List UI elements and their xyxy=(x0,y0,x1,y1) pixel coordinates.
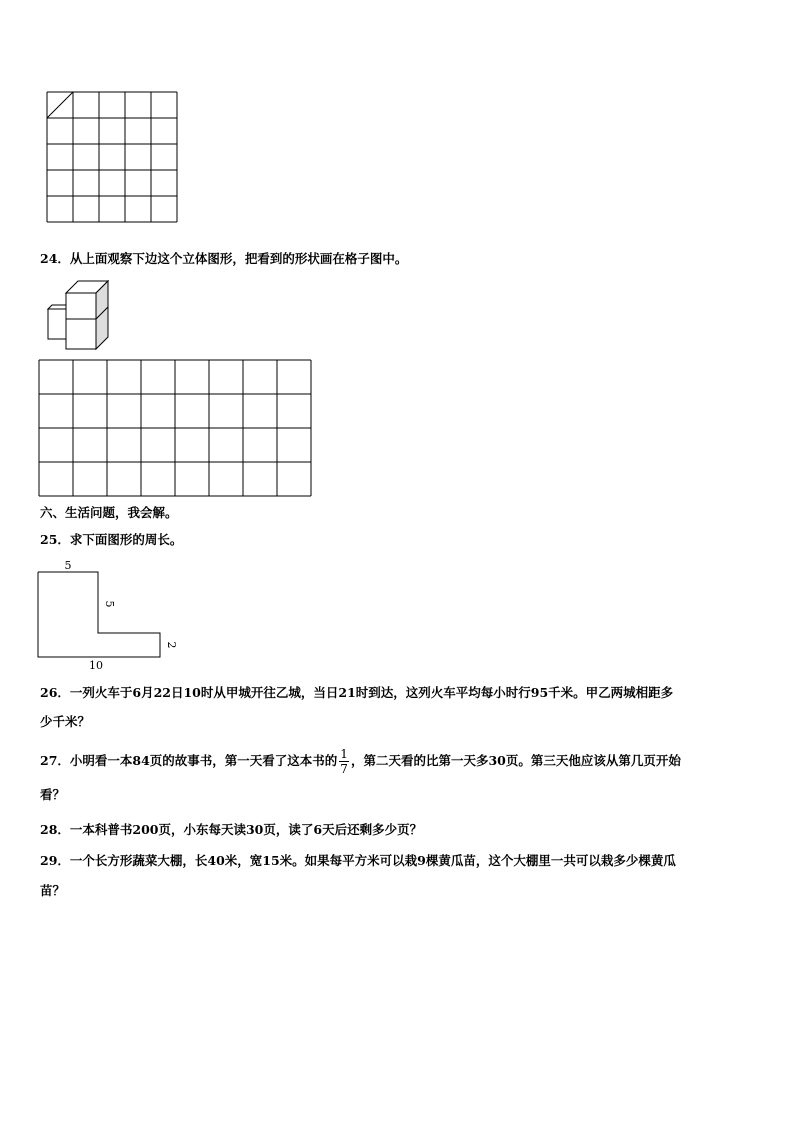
question-27 xyxy=(40,743,756,803)
grid-cell-diagonal xyxy=(47,92,73,118)
l-shape-figure xyxy=(36,560,181,672)
question-27-text-after: ，第二天看的比第一天多30页。第三天他应该从第几页开始 xyxy=(350,753,681,768)
label-bottom: 10 xyxy=(89,659,103,672)
question-24-text: 从上面观察下边这个立体图形，把看到的形状画在格子图中。 xyxy=(69,251,408,266)
question-29 xyxy=(40,853,756,899)
question-28: 28．一本科普书200页，小东每天读30页，读了6天后还剩多少页？ xyxy=(40,822,423,837)
left-cube-top-face xyxy=(48,305,66,309)
question-26 xyxy=(40,685,756,730)
l-shape-outline xyxy=(38,572,160,657)
fraction-one-seventh xyxy=(339,747,349,776)
fraction-denominator: 7 xyxy=(340,762,348,776)
answer-grid[interactable] xyxy=(38,359,313,498)
question-25-number: 25． xyxy=(40,532,70,547)
question-27-line2: 看？ xyxy=(40,787,66,802)
left-cube-front-face xyxy=(48,309,66,339)
top-grid[interactable] xyxy=(46,91,178,225)
question-29-line2: 苗？ xyxy=(40,883,66,898)
question-25-text: 求下面图形的周长。 xyxy=(69,532,183,547)
question-26-line2: 少千米？ xyxy=(40,714,91,729)
section-six-title: 六、生活问题，我会解。 xyxy=(40,505,178,520)
bottom-cube-front-face xyxy=(66,319,96,349)
question-24 xyxy=(40,251,407,267)
label-right-small: 2 xyxy=(165,641,178,649)
label-top: 5 xyxy=(64,560,72,572)
question-26-line1: 26．一列火车于6月22日10时从甲城开往乙城，当日21时到达，这列火车平均每小时行95千米。甲乙两城相距多 xyxy=(40,685,674,700)
question-25 xyxy=(40,532,182,548)
question-29-line1: 29．一个长方形蔬菜大棚，长40米，宽15米。如果每平方米可以栽9棵黄瓜苗，这个大棚里一共可以栽多少棵黄瓜 xyxy=(40,853,676,868)
label-right-vertical: 5 xyxy=(103,600,116,608)
question-27-text-before: 27．小明看一本84页的故事书，第一天看了这本书的 xyxy=(40,753,338,768)
cube-figure xyxy=(44,275,124,353)
question-24-number: 24． xyxy=(40,251,70,266)
fraction-numerator: 1 xyxy=(340,747,348,761)
